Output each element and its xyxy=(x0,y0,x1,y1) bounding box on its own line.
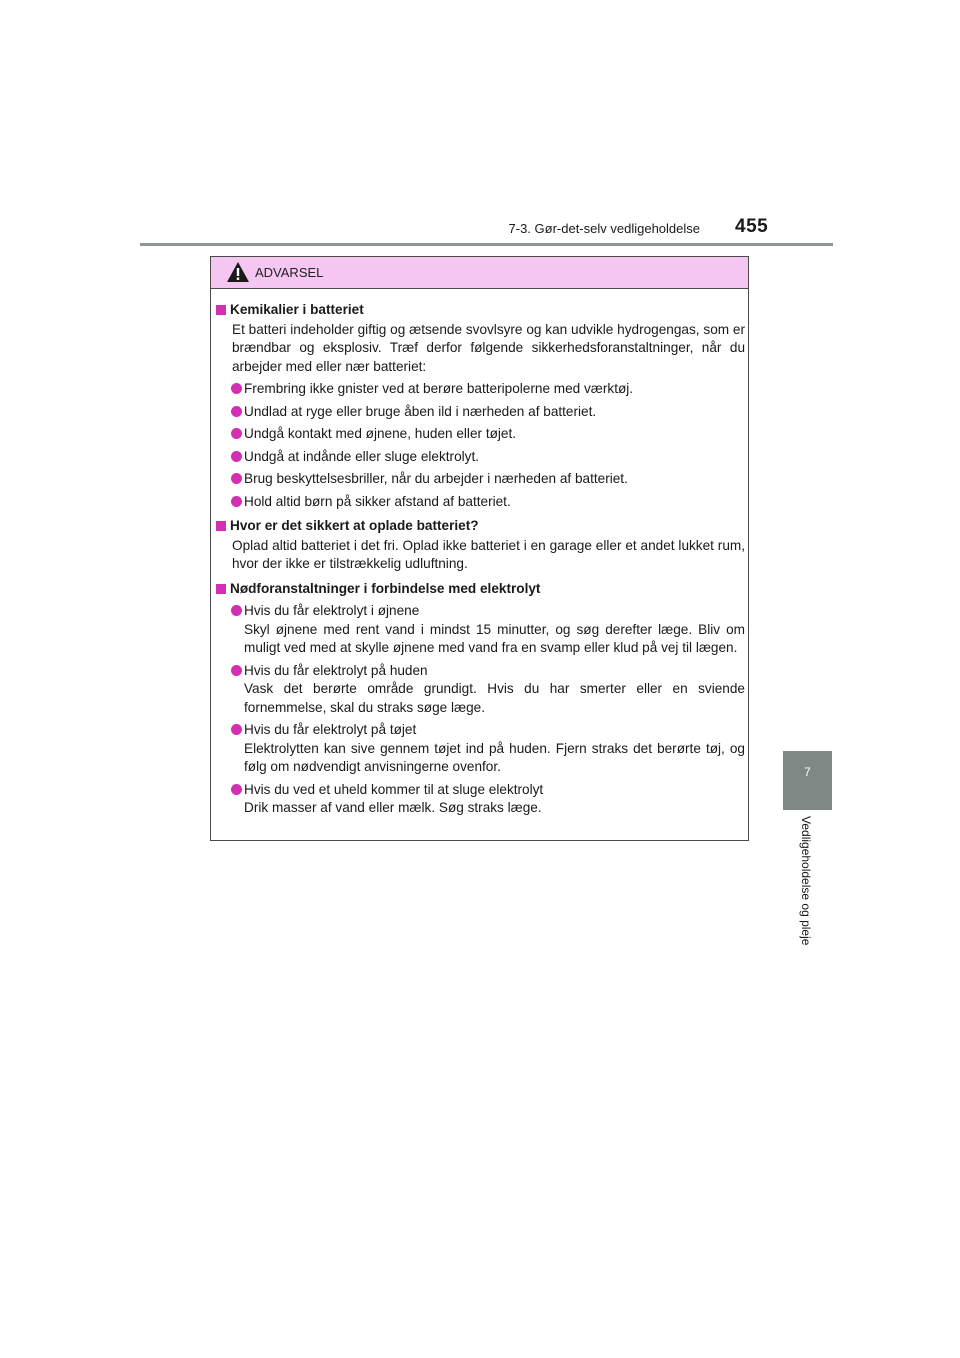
bullet-text: Hold altid børn på sikker afstand af batteriet. xyxy=(244,493,511,509)
circle-bullet-icon xyxy=(231,473,242,484)
bullet-item xyxy=(215,448,745,467)
bullet-item xyxy=(215,781,745,818)
bullet-item xyxy=(215,470,745,489)
square-bullet-icon xyxy=(216,584,226,594)
chapter-tab xyxy=(783,751,832,810)
bullet-item xyxy=(215,721,745,777)
chapter-side-label xyxy=(799,816,819,978)
circle-bullet-icon xyxy=(231,496,242,507)
bullet-text: Hvis du får elektrolyt på huden xyxy=(244,662,428,678)
circle-bullet-icon xyxy=(231,451,242,462)
circle-bullet-icon xyxy=(231,665,242,676)
square-bullet-icon xyxy=(216,521,226,531)
page-number: 455 xyxy=(735,216,769,237)
warning-triangle-icon xyxy=(226,261,250,283)
bullet-text: Frembring ikke gnister ved at berøre batteripolerne med værktøj. xyxy=(244,381,634,396)
bullet-text: Undgå kontakt med øjnene, huden eller tøjet. xyxy=(244,426,517,441)
circle-bullet-icon xyxy=(231,383,242,394)
warning-section xyxy=(215,301,745,511)
section-title xyxy=(215,301,745,320)
bullet-detail: Elektrolytten kan sive gennem tøjet ind på huden. Fjern straks det berørte tøj, og følg om nødvendigt anvisningerne ovenfor. xyxy=(244,740,745,774)
section-paragraph: Et batteri indeholder giftig og ætsende svovlsyre og kan udvikle hydrogengas, som er brændbar og eksplosiv. Træf derfor følgende sikkerhedsforanstaltninger, når du arbejder med eller nær batteriet: xyxy=(232,321,745,374)
warning-box xyxy=(210,256,749,841)
bullet-detail: Vask det berørte område grundigt. Hvis du har smerter eller en sviende fornemmelse, skal du straks søge læge. xyxy=(244,681,745,715)
bullet-text: Undlad at ryge eller bruge åben ild i nærheden af batteriet. xyxy=(244,403,597,419)
warning-section xyxy=(215,580,745,818)
bullet-item xyxy=(215,403,745,422)
bullet-item xyxy=(215,425,745,444)
header-title: 7-3. Gør-det-selv vedligeholdelse xyxy=(508,221,700,236)
square-bullet-icon xyxy=(216,305,226,315)
circle-bullet-icon xyxy=(231,406,242,417)
bullet-detail: Skyl øjnene med rent vand i mindst 15 minutter, og søg derefter læge. Bliv om muligt ved med at skylle øjnene med vand fra en svamp eller klud på vej til lægen. xyxy=(244,621,745,655)
section-title-text: Nødforanstaltninger i forbindelse med elektrolyt xyxy=(230,580,541,596)
bullet-item xyxy=(215,602,745,658)
section-title xyxy=(215,580,745,599)
section-title-text: Hvor er det sikkert at oplade batteriet? xyxy=(230,518,479,533)
bullet-item xyxy=(215,493,745,512)
warning-content xyxy=(215,301,745,824)
bullet-text: Brug beskyttelsesbriller, når du arbejder i nærheden af batteriet. xyxy=(244,471,628,486)
header-rule xyxy=(140,243,833,246)
circle-bullet-icon xyxy=(231,724,242,735)
circle-bullet-icon xyxy=(231,784,242,795)
bullet-text: Hvis du får elektrolyt på tøjet xyxy=(244,722,417,737)
section-paragraph: Oplad altid batteriet i det fri. Oplad ikke batteriet i en garage eller et andet lukket rum, hvor der ikke er tilstrækkelig udluftning. xyxy=(232,537,745,571)
chapter-side-label-text: Vedligeholdelse og pleje xyxy=(799,816,813,946)
bullet-text: Undgå at indånde eller sluge elektrolyt. xyxy=(244,448,480,464)
circle-bullet-icon xyxy=(231,428,242,439)
warning-header xyxy=(211,257,748,289)
chapter-tab-number: 7 xyxy=(804,765,811,779)
bullet-item xyxy=(215,662,745,718)
bullet-detail: Drik masser af vand eller mælk. Søg straks læge. xyxy=(244,800,542,815)
warning-label: ADVARSEL xyxy=(255,265,324,280)
bullet-text: Hvis du ved et uheld kommer til at sluge elektrolyt xyxy=(244,781,544,797)
circle-bullet-icon xyxy=(231,605,242,616)
bullet-item xyxy=(215,380,745,399)
section-title xyxy=(215,517,745,536)
section-title-text: Kemikalier i batteriet xyxy=(230,302,364,317)
bullet-text: Hvis du får elektrolyt i øjnene xyxy=(244,603,420,618)
warning-section xyxy=(215,517,745,574)
